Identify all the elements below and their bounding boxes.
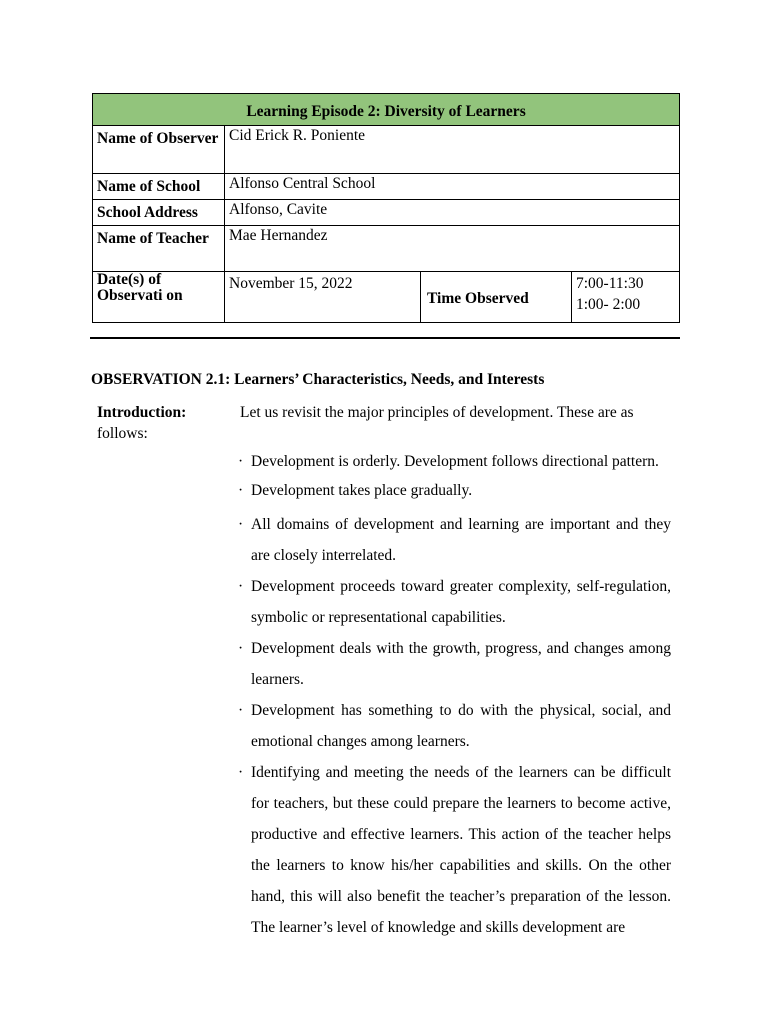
list-item-text: Development is orderly. Development follows directional pattern. — [251, 453, 659, 470]
list-item — [236, 695, 671, 757]
list-item-text: Development proceeds toward greater complexity, self-regulation, symbolic or representational capabilities. — [251, 578, 671, 626]
time-values — [572, 272, 680, 323]
date-value: November 15, 2022 — [225, 272, 421, 323]
introduction-text: Let us revisit the major principles of development. These are as — [240, 404, 634, 421]
teacher-value: Mae Hernandez — [225, 226, 680, 272]
list-item — [236, 481, 671, 500]
list-item — [236, 509, 671, 571]
list-item — [236, 757, 671, 943]
introduction-label-block — [97, 402, 237, 444]
list-item — [236, 633, 671, 695]
school-value: Alfonso Central School — [225, 174, 680, 200]
episode-title: Learning Episode 2: Diversity of Learners — [93, 94, 680, 126]
bullet-icon: · — [238, 702, 244, 719]
school-address-value: Alfonso, Cavite — [225, 200, 680, 226]
list-item-text: Development deals with the growth, progress, and changes among learners. — [251, 640, 671, 688]
bullet-icon: · — [238, 516, 244, 533]
bullet-icon: · — [238, 578, 244, 595]
list-item-text: All domains of development and learning are important and they are closely interrelated. — [251, 516, 671, 564]
observer-value: Cid Erick R. Poniente — [225, 126, 680, 174]
bullet-icon: · — [238, 482, 244, 499]
bullet-icon: · — [238, 640, 244, 657]
date-label: Date(s) of Observati on — [93, 272, 225, 323]
time-value-morning: 7:00-11:30 — [576, 275, 644, 292]
bullet-icon: · — [238, 764, 244, 781]
teacher-label: Name of Teacher — [93, 226, 225, 272]
observer-label: Name of Observer — [93, 126, 225, 174]
development-principles-list — [236, 452, 686, 943]
section-divider — [90, 337, 680, 339]
list-item-text: Development has something to do with the physical, social, and emotional changes among learners. — [251, 702, 671, 750]
introduction-label: Introduction: — [97, 404, 187, 421]
list-item — [236, 452, 686, 471]
episode-info-table — [92, 93, 680, 323]
observation-heading: OBSERVATION 2.1: Learners’ Characteristics, Needs, and Interests — [91, 371, 545, 388]
time-observed-label: Time Observed — [421, 272, 572, 323]
introduction-label-tail: follows: — [97, 425, 148, 442]
time-value-afternoon: 1:00- 2:00 — [576, 296, 641, 313]
list-item-text: Development takes place gradually. — [251, 482, 473, 499]
list-item-text: Identifying and meeting the needs of the learners can be difficult for teachers, but these could prepare the learners to become active, productive and effective learners. This action of the teacher helps the learners to know his/her capabilities and skills. On the other hand, this will also benefit the teacher’s preparation of the lesson. The learner’s level of knowledge and skills development are — [251, 764, 671, 936]
bullet-icon: · — [238, 453, 244, 470]
school-address-label: School Address — [93, 200, 225, 226]
school-label: Name of School — [93, 174, 225, 200]
list-item — [236, 571, 671, 633]
